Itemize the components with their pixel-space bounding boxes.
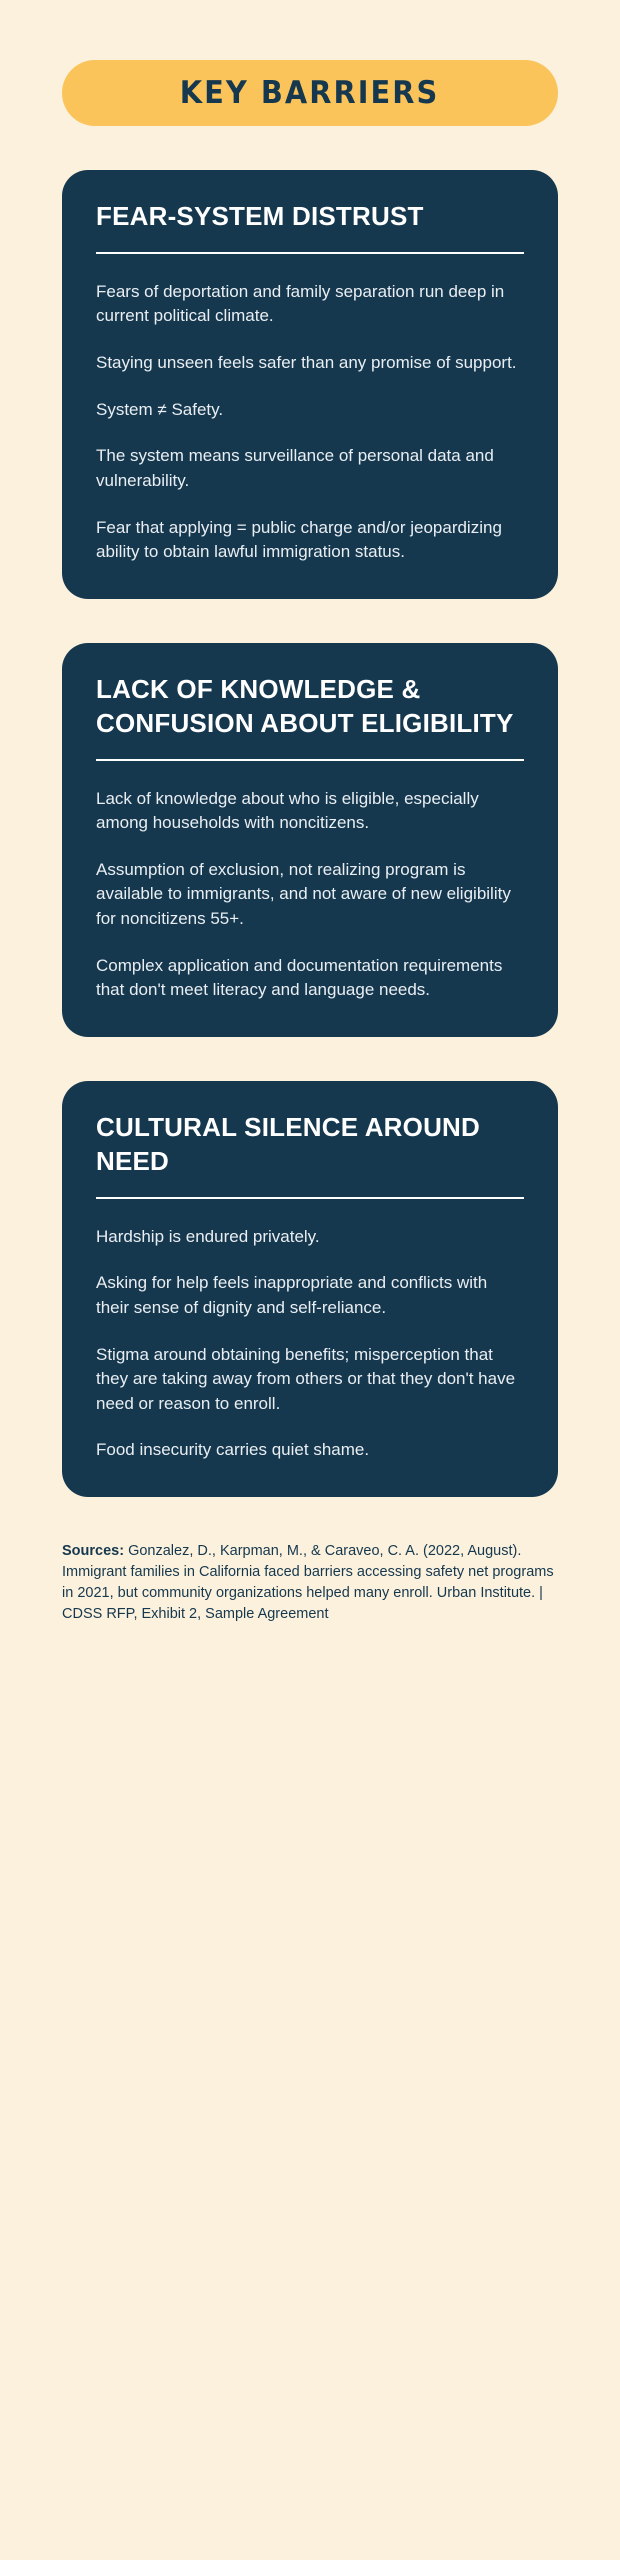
card-bullet: Complex application and documentation requirements that don't meet literacy and language needs. — [96, 955, 503, 1000]
card-bullet: Hardship is endured privately. — [96, 1226, 320, 1246]
card-bullet: Food insecurity carries quiet shame. — [96, 1440, 370, 1460]
card-title: FEAR-SYSTEM DISTRUST — [96, 201, 424, 231]
card-title: CULTURAL SILENCE AROUND NEED — [96, 1112, 480, 1176]
barrier-card-lack-of-knowledge — [62, 643, 558, 1037]
card-divider — [96, 252, 524, 254]
card-bullet: Staying unseen feels safer than any promise of support. — [96, 353, 517, 373]
sources-note — [62, 1541, 558, 1625]
barrier-card-cultural-silence — [62, 1081, 558, 1497]
card-divider — [96, 759, 524, 761]
card-bullet: Assumption of exclusion, not realizing program is available to immigrants, and not aware of new eligibility for noncitizens 55+. — [96, 859, 511, 929]
card-bullet: Asking for help feels inappropriate and conflicts with their sense of dignity and self-reliance. — [96, 1273, 488, 1317]
banner-title: KEY BARRIERS — [180, 75, 440, 111]
card-bullet: Stigma around obtaining benefits; misperception that they are taking away from others or that they don't have need or reason to enroll. — [96, 1344, 516, 1413]
card-bullet: Lack of knowledge about who is eligible, especially among households with noncitizens. — [96, 788, 479, 833]
card-title: LACK OF KNOWLEDGE & CONFUSION ABOUT ELIGIBILITY — [96, 673, 514, 738]
card-divider — [96, 1197, 524, 1199]
barrier-card-fear-system-distrust — [62, 170, 558, 599]
card-bullet: Fear that applying = public charge and/or jeopardizing ability to obtain lawful immigration status. — [96, 517, 502, 562]
card-bullet: Fears of deportation and family separation run deep in current political climate. — [96, 281, 505, 326]
sources-text: Gonzalez, D., Karpman, M., & Caraveo, C. A. (2022, August). Immigrant families in California faced barriers accessing safety net programs in 2021, but community organizations helped many enroll. Urban Institute. | CDSS RFP, Exhibit 2, Sample Agreement — [62, 1543, 554, 1623]
card-bullet: The system means surveillance of personal data and vulnerability. — [96, 446, 494, 490]
sources-label: Sources: — [62, 1543, 125, 1560]
card-bullet: System ≠ Safety. — [96, 399, 224, 419]
key-barriers-banner — [62, 60, 558, 126]
